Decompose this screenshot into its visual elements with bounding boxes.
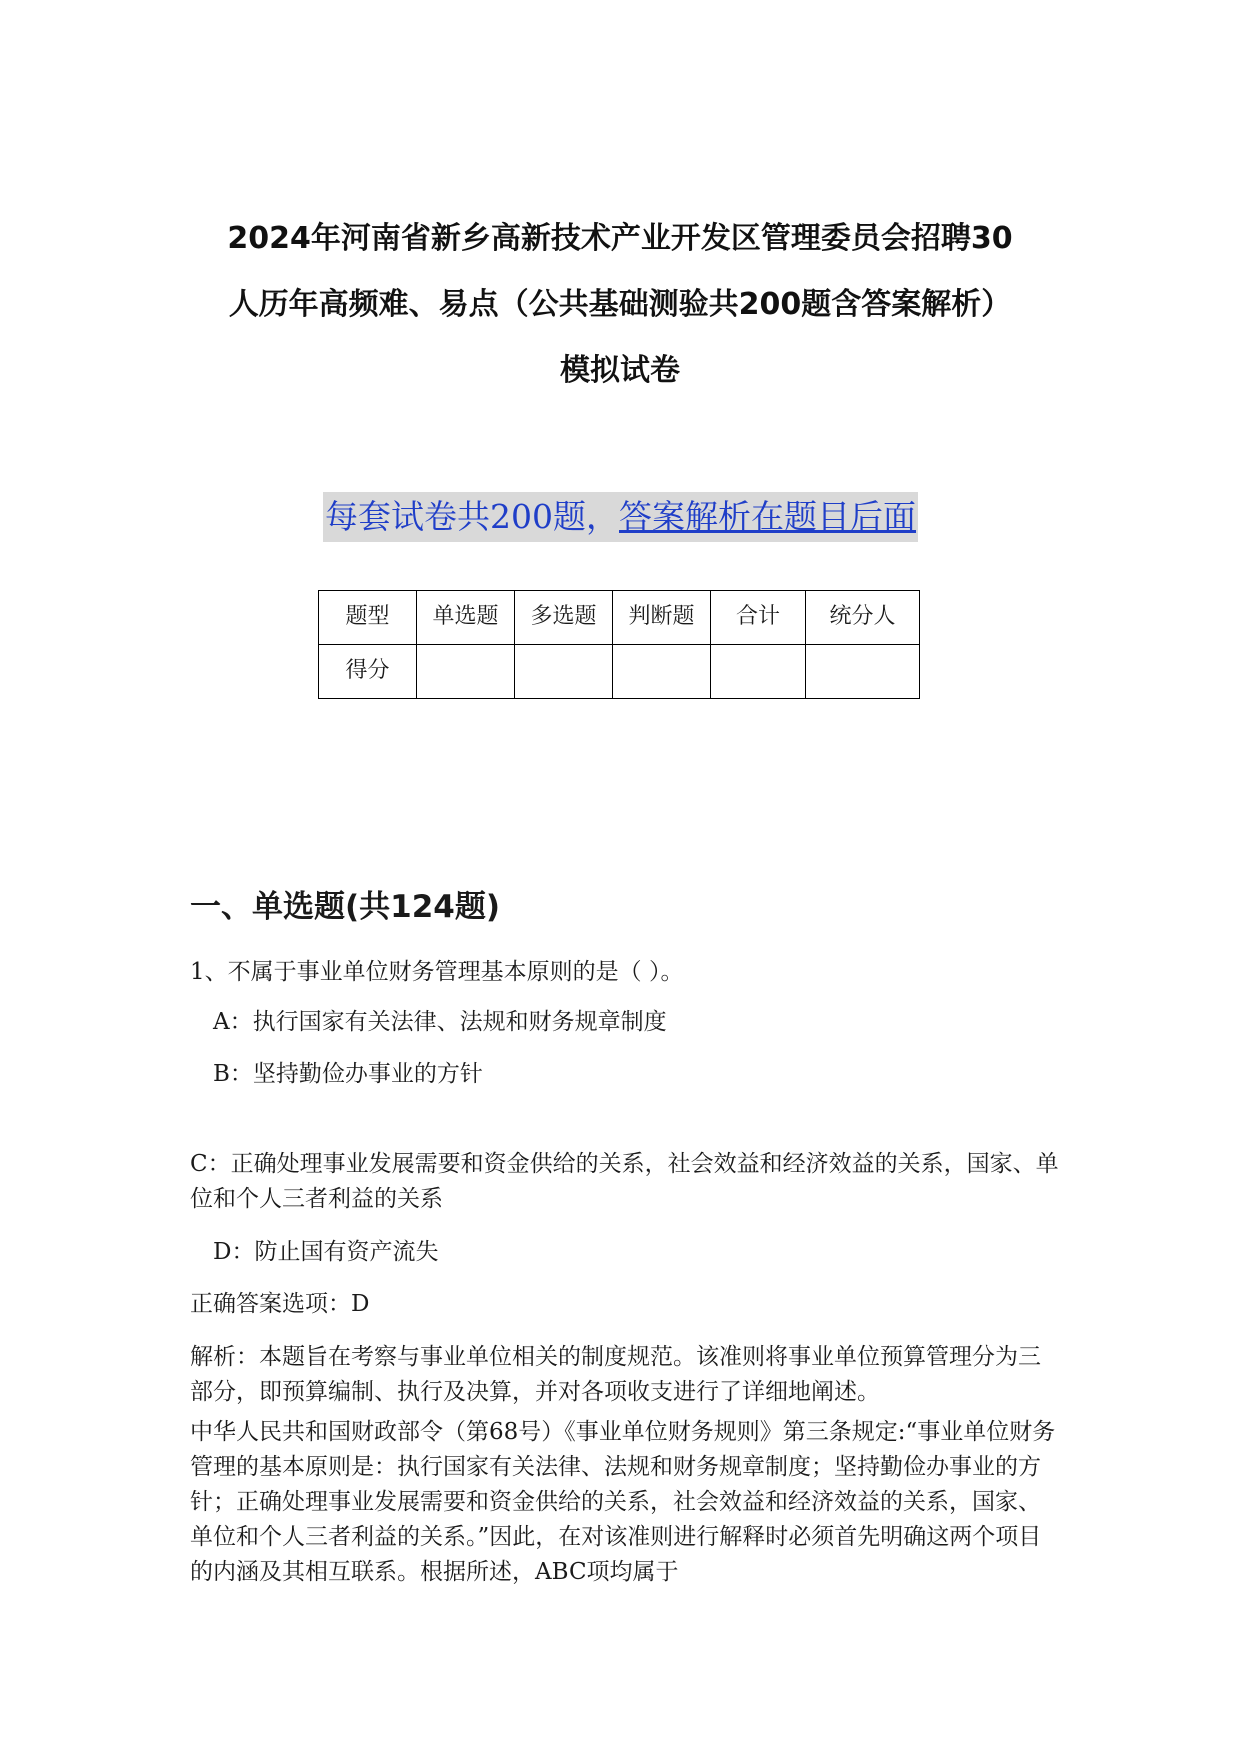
document-title — [180, 206, 1060, 404]
header-cell-judge: 判断题 — [613, 591, 711, 645]
banner-text: 每套试卷共200题， — [325, 497, 619, 536]
correct-answer: 正确答案选项：D — [190, 1291, 370, 1317]
section-heading: 一、单选题(共124题) — [190, 889, 501, 925]
analysis-paragraph-1: 解析：本题旨在考察与事业单位相关的制度规范。该准则将事业单位预算管理分为三部分，即预算编制、执行及决算，并对各项收支进行了详细地阐述。 — [190, 1344, 1041, 1405]
score-table — [318, 590, 920, 699]
banner — [0, 492, 1241, 542]
header-cell-total: 合计 — [711, 591, 806, 645]
score-cell-total — [711, 645, 806, 699]
title-line-1: 2024年河南省新乡高新技术产业开发区管理委员会招聘30 — [227, 221, 1013, 256]
score-cell-judge — [613, 645, 711, 699]
header-cell-multi: 多选题 — [515, 591, 613, 645]
header-cell-scorer: 统分人 — [806, 591, 920, 645]
analysis-paragraph-2: 中华人民共和国财政部令（第68号）《事业单位财务规则》第三条规定:“事业单位财务管理的基本原则是：执行国家有关法律、法规和财务规章制度；坚持勤俭办事业的方针；正确处理事业发展需要和资金供给的关系，社会效益和经济效益的关系，国家、单位和个人三者利益的关系。”因此，在对该准则进行解释时必须首先明确这两个项目的内涵及其相互联系。根据所述，ABC项均属于 — [190, 1419, 1056, 1585]
option-b: B：坚持勤俭办事业的方针 — [213, 1061, 483, 1087]
score-cell-scorer — [806, 645, 920, 699]
answer-link[interactable]: 答案解析在题目后面 — [619, 497, 916, 536]
title-line-3: 模拟试卷 — [560, 353, 680, 388]
row-label-score: 得分 — [319, 645, 417, 699]
score-cell-single — [417, 645, 515, 699]
header-cell-single: 单选题 — [417, 591, 515, 645]
banner-highlight — [323, 492, 918, 542]
question-stem: 1、不属于事业单位财务管理基本原则的是（ ）。 — [190, 959, 684, 985]
score-table-score-row — [319, 645, 920, 699]
option-c: C：正确处理事业发展需要和资金供给的关系，社会效益和经济效益的关系，国家、单位和个人三者利益的关系 — [190, 1151, 1059, 1212]
option-a: A：执行国家有关法律、法规和财务规章制度 — [213, 1009, 667, 1035]
title-line-2: 人历年高频难、易点（公共基础测验共200题含答案解析） — [228, 287, 1012, 322]
score-cell-multi — [515, 645, 613, 699]
score-table-header-row — [319, 591, 920, 645]
header-cell-type: 题型 — [319, 591, 417, 645]
option-d: D：防止国有资产流失 — [213, 1239, 439, 1265]
